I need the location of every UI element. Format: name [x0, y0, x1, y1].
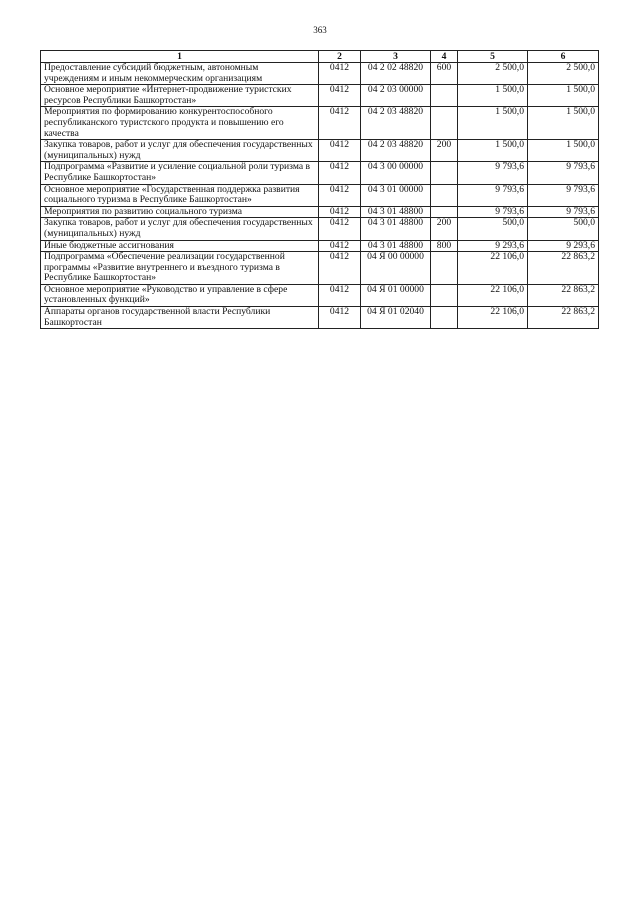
cell-year1: 9 793,6	[458, 162, 528, 184]
cell-section: 0412	[319, 162, 361, 184]
cell-csr: 04 2 02 48820	[361, 63, 431, 85]
cell-year2: 9 793,6	[528, 184, 599, 206]
cell-name: Основное мероприятие «Государственная поддержка развития социального туризма в Республике Башкортостан»	[41, 184, 319, 206]
cell-section: 0412	[319, 63, 361, 85]
header-cell-4: 4	[431, 51, 458, 63]
table-header	[41, 51, 599, 63]
cell-csr: 04 2 03 48820	[361, 140, 431, 162]
header-row	[41, 51, 599, 63]
table-row	[41, 162, 599, 184]
cell-year2: 1 500,0	[528, 107, 599, 140]
cell-vr	[431, 162, 458, 184]
cell-section: 0412	[319, 240, 361, 252]
table-body	[41, 63, 599, 329]
header-cell-2: 2	[319, 51, 361, 63]
cell-csr: 04 3 01 48800	[361, 240, 431, 252]
cell-year2: 1 500,0	[528, 140, 599, 162]
cell-section: 0412	[319, 307, 361, 329]
cell-vr	[431, 107, 458, 140]
cell-year2: 500,0	[528, 218, 599, 240]
cell-year1: 1 500,0	[458, 140, 528, 162]
cell-name: Мероприятия по развитию социального туризма	[41, 206, 319, 218]
table-row	[41, 85, 599, 107]
cell-csr: 04 2 03 00000	[361, 85, 431, 107]
cell-csr: 04 2 03 48820	[361, 107, 431, 140]
cell-vr	[431, 284, 458, 306]
cell-name: Подпрограмма «Обеспечение реализации государственной программы «Развитие внутреннего и въездного туризма в Республике Башкортостан»	[41, 252, 319, 285]
cell-vr: 600	[431, 63, 458, 85]
table-row	[41, 218, 599, 240]
cell-section: 0412	[319, 140, 361, 162]
header-cell-3: 3	[361, 51, 431, 63]
cell-year2: 9 293,6	[528, 240, 599, 252]
cell-year2: 22 863,2	[528, 307, 599, 329]
cell-name: Основное мероприятие «Интернет-продвижение туристских ресурсов Республики Башкортостан»	[41, 85, 319, 107]
cell-vr: 200	[431, 140, 458, 162]
cell-name: Мероприятия по формированию конкурентоспособного республиканского туристского продукта и повышению его качества	[41, 107, 319, 140]
cell-year1: 1 500,0	[458, 85, 528, 107]
table-row	[41, 140, 599, 162]
cell-name: Предоставление субсидий бюджетным, автономным учреждениям и иным некоммерческим организациям	[41, 63, 319, 85]
cell-csr: 04 Я 01 00000	[361, 284, 431, 306]
cell-csr: 04 3 01 00000	[361, 184, 431, 206]
cell-year1: 9 293,6	[458, 240, 528, 252]
cell-year2: 1 500,0	[528, 85, 599, 107]
cell-name: Закупка товаров, работ и услуг для обеспечения государственных (муниципальных) нужд	[41, 140, 319, 162]
cell-year1: 9 793,6	[458, 184, 528, 206]
cell-section: 0412	[319, 107, 361, 140]
cell-vr	[431, 307, 458, 329]
header-cell-5: 5	[458, 51, 528, 63]
cell-section: 0412	[319, 206, 361, 218]
cell-csr: 04 3 01 48800	[361, 206, 431, 218]
cell-name: Подпрограмма «Развитие и усиление социальной роли туризма в Республике Башкортостан»	[41, 162, 319, 184]
cell-section: 0412	[319, 218, 361, 240]
cell-year1: 22 106,0	[458, 284, 528, 306]
cell-section: 0412	[319, 184, 361, 206]
cell-section: 0412	[319, 85, 361, 107]
cell-year2: 2 500,0	[528, 63, 599, 85]
cell-year2: 22 863,2	[528, 252, 599, 285]
cell-vr	[431, 252, 458, 285]
table-row	[41, 107, 599, 140]
cell-vr	[431, 184, 458, 206]
cell-vr: 800	[431, 240, 458, 252]
table-row	[41, 240, 599, 252]
table-row	[41, 307, 599, 329]
cell-csr: 04 Я 01 02040	[361, 307, 431, 329]
table-row	[41, 284, 599, 306]
header-cell-1: 1	[41, 51, 319, 63]
header-cell-6: 6	[528, 51, 599, 63]
cell-year2: 22 863,2	[528, 284, 599, 306]
cell-year2: 9 793,6	[528, 206, 599, 218]
cell-csr: 04 3 01 48800	[361, 218, 431, 240]
cell-csr: 04 Я 00 00000	[361, 252, 431, 285]
page-number: 363	[313, 25, 327, 35]
cell-year1: 1 500,0	[458, 107, 528, 140]
cell-vr	[431, 85, 458, 107]
table-row	[41, 63, 599, 85]
cell-name: Иные бюджетные ассигнования	[41, 240, 319, 252]
cell-section: 0412	[319, 252, 361, 285]
cell-name: Основное мероприятие «Руководство и управление в сфере установленных функций»	[41, 284, 319, 306]
cell-section: 0412	[319, 284, 361, 306]
cell-year2: 9 793,6	[528, 162, 599, 184]
cell-year1: 9 793,6	[458, 206, 528, 218]
budget-table	[40, 50, 599, 329]
table-row	[41, 184, 599, 206]
cell-year1: 22 106,0	[458, 307, 528, 329]
cell-name: Аппараты органов государственной власти Республики Башкортостан	[41, 307, 319, 329]
cell-name: Закупка товаров, работ и услуг для обеспечения государственных (муниципальных) нужд	[41, 218, 319, 240]
cell-vr	[431, 206, 458, 218]
cell-year1: 2 500,0	[458, 63, 528, 85]
table-row	[41, 206, 599, 218]
table-row	[41, 252, 599, 285]
cell-year1: 22 106,0	[458, 252, 528, 285]
cell-year1: 500,0	[458, 218, 528, 240]
cell-vr: 200	[431, 218, 458, 240]
cell-csr: 04 3 00 00000	[361, 162, 431, 184]
